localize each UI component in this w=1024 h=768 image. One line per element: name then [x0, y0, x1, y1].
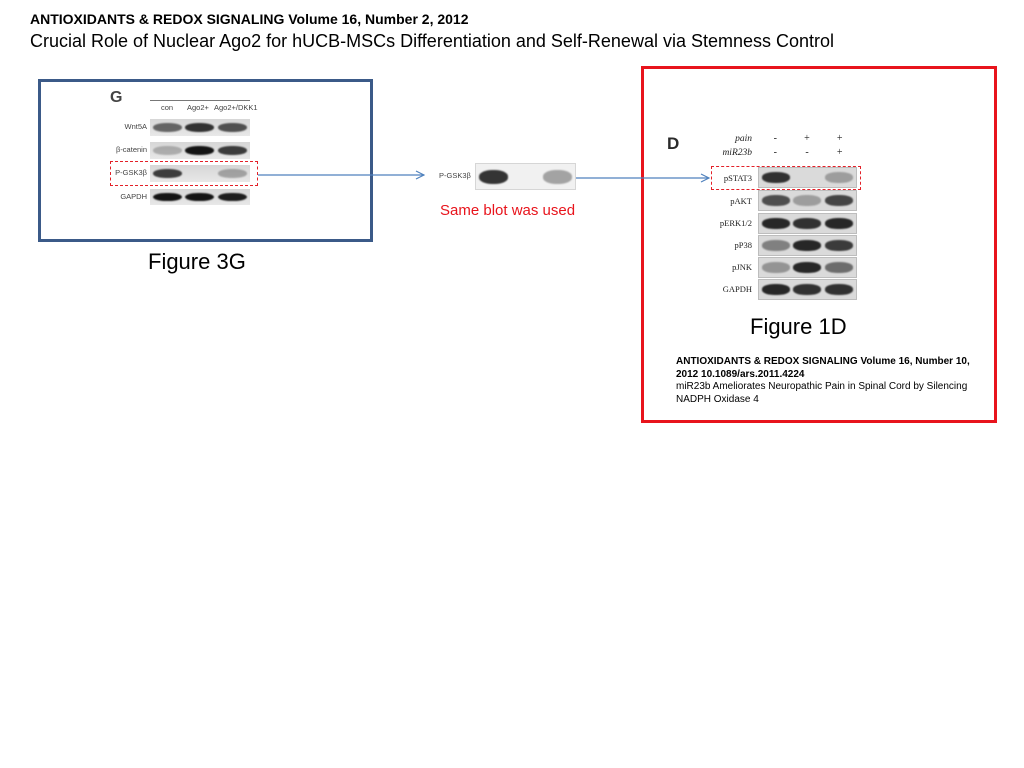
- blot-band: [825, 195, 853, 206]
- lane-label-con: con: [161, 103, 174, 112]
- condition-value: -: [805, 147, 809, 158]
- source-paper-title: Crucial Role of Nuclear Ago2 for hUCB-MSCs Differentiation and Self-Renewal via Stemness Control: [30, 31, 835, 51]
- figure-1d-citation: ANTIOXIDANTS & REDOX SIGNALING Volume 16, Number 10, 2012 10.1089/ars.2011.4224: [676, 356, 970, 380]
- row-label-gapdh: GAPDH: [120, 192, 147, 201]
- highlight-box-pstat3: [711, 166, 861, 190]
- lane-header-rule: [150, 100, 250, 101]
- blot-strip-perk12: [758, 213, 857, 234]
- same-blot-note: Same blot was used: [440, 202, 576, 219]
- row-label-perk12: pERK1/2: [719, 218, 752, 228]
- blot-band: [793, 240, 821, 251]
- comparison-strip-label: P-GSK3β: [439, 171, 471, 180]
- panel-letter-d: D: [667, 134, 680, 153]
- row-label-pjnk: pJNK: [732, 262, 752, 272]
- condition-value: +: [836, 133, 843, 144]
- condition-row-pain: [758, 134, 857, 144]
- row-label-pstat3: pSTAT3: [723, 173, 752, 183]
- figure-3g-caption: Figure 3G: [148, 249, 246, 274]
- blot-band: [793, 218, 821, 229]
- blot-strip-wnt5a: [150, 119, 250, 136]
- blot-band: [825, 284, 853, 295]
- blot-band: [762, 240, 790, 251]
- condition-row-mir23b: [758, 148, 857, 158]
- source-journal-line: ANTIOXIDANTS & REDOX SIGNALING Volume 16, Number 2, 2012: [30, 11, 469, 27]
- blot-strip-pjnk: [758, 257, 857, 278]
- lane-label-ago2-dkk1: Ago2+/DKK1: [214, 103, 258, 112]
- blot-strip-beta-catenin: [150, 142, 250, 159]
- blot-band: [153, 193, 182, 202]
- row-label-beta-catenin: β-catenin: [116, 145, 147, 154]
- blot-band: [825, 262, 853, 273]
- blot-band: [762, 262, 790, 273]
- blot-band: [543, 170, 572, 184]
- lane-label-ago2: Ago2+: [187, 103, 209, 112]
- condition-label-pain: pain: [735, 134, 752, 144]
- blot-band: [762, 195, 790, 206]
- blot-band: [218, 193, 247, 202]
- blot-strip-pp38: [758, 235, 857, 256]
- figure-1d-paper-title: miR23b Ameliorates Neuropathic Pain in Spinal Cord by Silencing NADPH Oxidase 4: [676, 381, 968, 405]
- blot-band: [153, 146, 182, 156]
- blot-band: [762, 218, 790, 229]
- condition-value: +: [804, 133, 810, 144]
- blot-band: [185, 146, 214, 156]
- blot-band: [185, 123, 214, 133]
- blot-band: [762, 284, 790, 295]
- blot-band: [793, 284, 821, 295]
- row-label-gapdh: GAPDH: [722, 284, 752, 294]
- blot-band: [793, 195, 821, 206]
- condition-value: +: [836, 147, 843, 158]
- blot-band: [825, 240, 853, 251]
- blot-band: [218, 123, 247, 133]
- blot-band: [825, 218, 853, 229]
- blot-band: [218, 146, 247, 156]
- row-label-p-gsk3b: P-GSK3β: [115, 168, 147, 177]
- condition-label-mir23b: miR23b: [722, 148, 752, 158]
- condition-value: -: [773, 133, 777, 144]
- highlight-box-p-gsk3b: [110, 161, 258, 186]
- comparison-blot-strip: [475, 163, 576, 190]
- blot-band: [479, 170, 508, 184]
- blot-strip-gapdh: [150, 189, 250, 205]
- figure-1d-caption: Figure 1D: [750, 314, 847, 339]
- blot-strip-gapdh: [758, 279, 857, 300]
- panel-letter-g: G: [110, 89, 123, 106]
- blot-band: [153, 123, 182, 133]
- condition-value: -: [773, 147, 777, 158]
- row-label-wnt5a: Wnt5A: [124, 122, 147, 131]
- figure-1d-citation-block: [676, 356, 976, 406]
- row-label-pakt: pAKT: [730, 196, 752, 206]
- blot-band: [793, 262, 821, 273]
- row-label-pp38: pP38: [734, 240, 752, 250]
- blot-band: [185, 193, 214, 202]
- blot-strip-pakt: [758, 190, 857, 211]
